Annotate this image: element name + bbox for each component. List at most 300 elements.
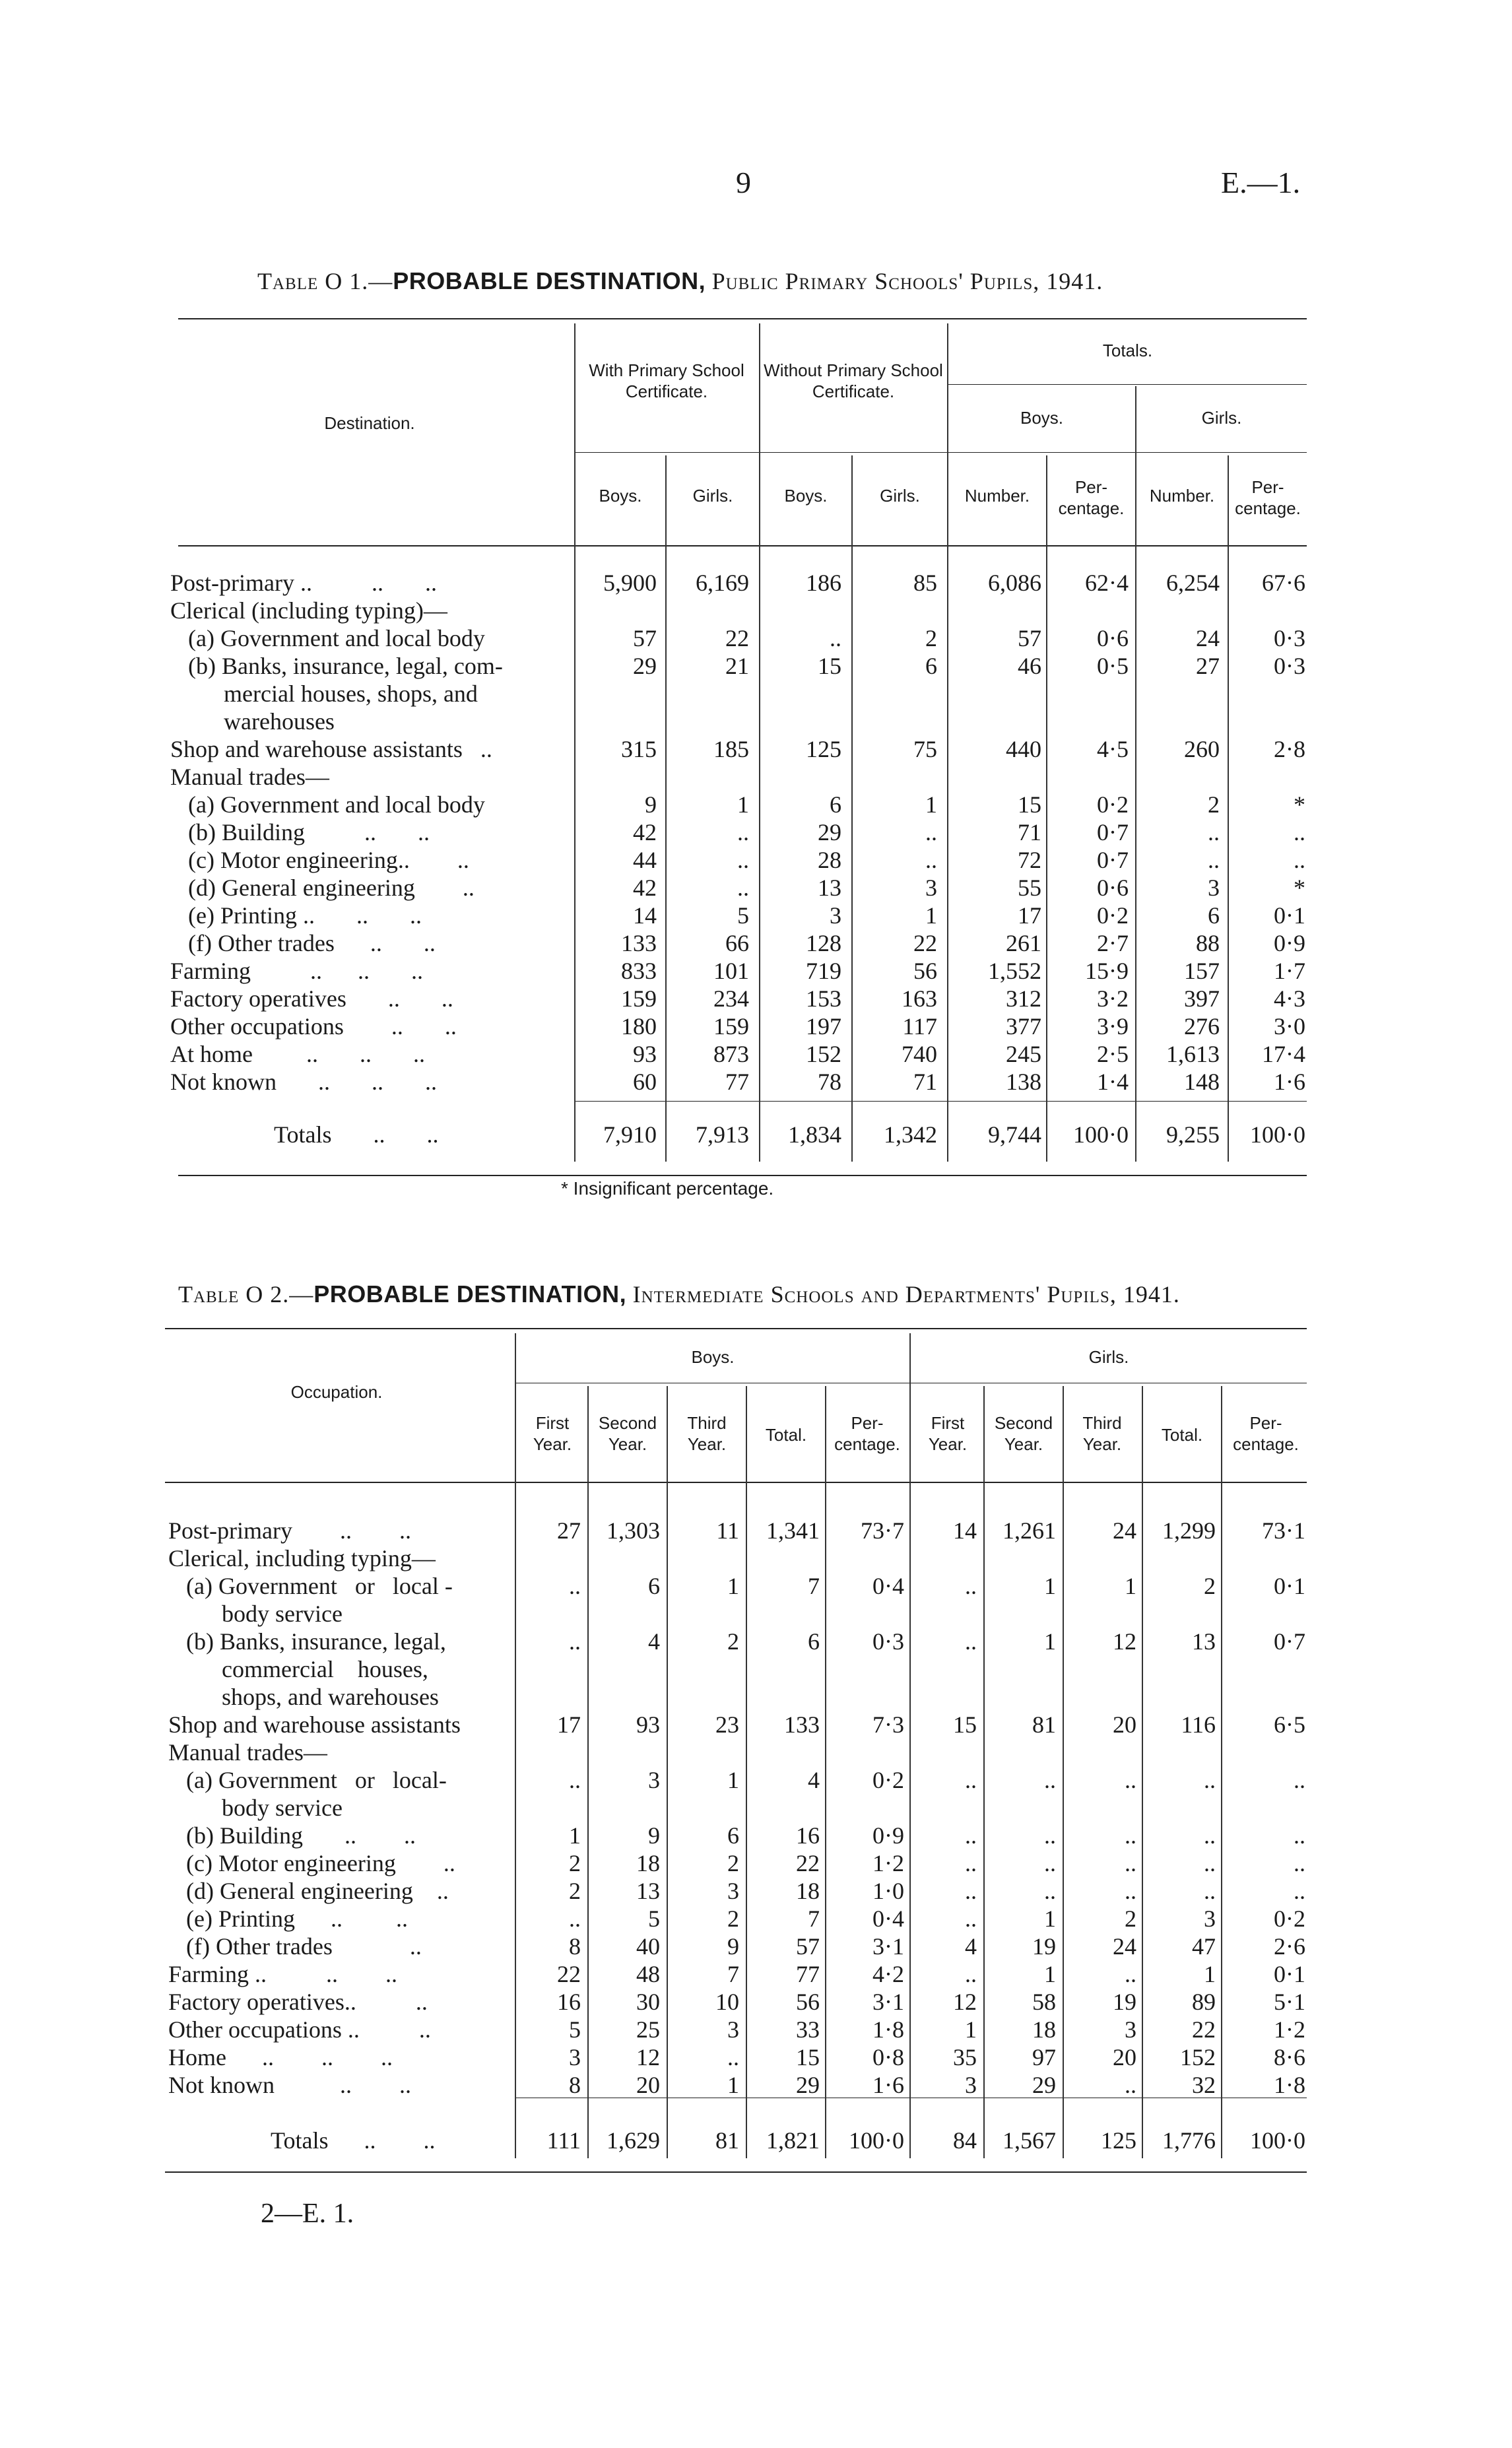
table2-cell: 24 — [1113, 1517, 1136, 1544]
table2-cell: 93 — [636, 1711, 660, 1738]
table1-row-label: (a) Government and local body — [170, 791, 485, 818]
table2-row-label: Factory operatives.. .. — [168, 1989, 428, 2015]
table1-cell: 14 — [633, 902, 657, 929]
table2-row-label: Post-primary .. .. — [168, 1517, 411, 1544]
table1-cell: 159 — [621, 985, 657, 1012]
table2-totals-cell: 81 — [715, 2127, 739, 2154]
table1-cell: 75 — [913, 736, 937, 762]
table1-totals-row-rule — [574, 1101, 1307, 1102]
table2-cell: 1 — [1044, 1573, 1056, 1599]
table2-cell: .. — [1294, 1767, 1305, 1793]
table1-cell: 133 — [621, 930, 657, 956]
table1-totals-cell: 100·0 — [1073, 1121, 1129, 1148]
table2-cell: .. — [1294, 1878, 1305, 1904]
table1-row-label: (b) Building .. .. — [170, 819, 430, 845]
table2-cell: 97 — [1032, 2044, 1056, 2070]
table2-cell: 4 — [648, 1628, 660, 1655]
table1-cell: 55 — [1018, 875, 1041, 901]
table1-cell: 22 — [725, 625, 749, 651]
table1-cell: 740 — [902, 1041, 937, 1067]
table1-cell: 3 — [1208, 875, 1220, 901]
table1-totals-cell: 7,913 — [696, 1121, 749, 1148]
table2-cell: 3 — [727, 2016, 739, 2043]
table2-row-label: commercial houses, — [168, 1656, 428, 1682]
table2-header-boys-third: Third Year. — [687, 1413, 727, 1454]
table2-cell: 9 — [727, 1933, 739, 1960]
table1-cell: 1·7 — [1274, 958, 1305, 984]
table2-cell: 3 — [1125, 2016, 1136, 2043]
table1-cell: 4·3 — [1274, 985, 1305, 1012]
table2-cell: 1 — [727, 2072, 739, 2098]
table2-totals-cell: 84 — [953, 2127, 977, 2154]
table2-row-label: (c) Motor engineering .. — [168, 1850, 455, 1876]
table2-cell: .. — [569, 1767, 581, 1793]
table1-cell: 6,169 — [696, 570, 749, 596]
table1-cell: 186 — [806, 570, 841, 596]
table2-cell: .. — [965, 1822, 977, 1849]
table2-cell: 0·4 — [872, 1905, 904, 1932]
table1-cell: 27 — [1196, 653, 1220, 679]
table2-cell: 8 — [569, 2072, 581, 2098]
table1-cell: 397 — [1184, 985, 1220, 1012]
table1-cell: 6,086 — [988, 570, 1041, 596]
table2-cell: 2 — [1125, 1905, 1136, 1932]
table1-cell: 719 — [806, 958, 841, 984]
table2-cell: 4 — [965, 1933, 977, 1960]
table1-row-label: (b) Banks, insurance, legal, com- — [170, 653, 503, 679]
table2-row-label: (a) Government or local- — [168, 1767, 447, 1793]
table1-cell: 2 — [1208, 791, 1220, 818]
table1-cell: 72 — [1018, 847, 1041, 873]
table2-cell: 6 — [648, 1573, 660, 1599]
table2-cell: 3 — [1204, 1905, 1216, 1932]
table1-cell: 180 — [621, 1013, 657, 1040]
table1-cell: 234 — [713, 985, 749, 1012]
table2-cell: .. — [1044, 1878, 1056, 1904]
table2-cell: .. — [965, 1573, 977, 1599]
table2-cell: 0·1 — [1274, 1961, 1305, 1987]
table1-cell: .. — [737, 819, 749, 845]
table2-cell: 57 — [796, 1933, 820, 1960]
table2-cell: 16 — [796, 1822, 820, 1849]
table2-cell: .. — [1125, 1767, 1136, 1793]
table2-cell: 16 — [557, 1989, 581, 2015]
table2-cell: 7·3 — [872, 1711, 904, 1738]
table1-row-label: (e) Printing .. .. .. — [170, 902, 422, 929]
table2-cell: 15 — [953, 1711, 977, 1738]
table1-cell: 62·4 — [1085, 570, 1129, 596]
table1-cell: 1,552 — [988, 958, 1041, 984]
table1-cell: 88 — [1196, 930, 1220, 956]
table1-header-rule — [178, 545, 1307, 546]
table2-cell: 12 — [1113, 1628, 1136, 1655]
table1-cell: 15 — [818, 653, 841, 679]
table1-cell: 1,613 — [1166, 1041, 1220, 1067]
table1-totals-cell: 9,744 — [988, 1121, 1041, 1148]
table2-cell: 81 — [1032, 1711, 1056, 1738]
table2-cell: 7 — [727, 1961, 739, 1987]
table2-cell: 35 — [953, 2044, 977, 2070]
table2-header-girls-percentage: Per-centage. — [1233, 1413, 1299, 1454]
table2-header-boys-first: First Year. — [533, 1413, 572, 1454]
table2-cell: 7 — [808, 1905, 820, 1932]
table2-cell: 20 — [1113, 2044, 1136, 2070]
table2-totals-cell: 100·0 — [849, 2127, 904, 2154]
table2-cell: 13 — [1192, 1628, 1216, 1655]
table2-cell: 0·4 — [872, 1573, 904, 1599]
table2-cell: 0·2 — [872, 1767, 904, 1793]
table1-cell: .. — [830, 625, 841, 651]
table2-cell: 1·8 — [872, 2016, 904, 2043]
table2-cell: 1 — [1044, 1628, 1056, 1655]
table1-header-totals-boys: Boys. — [1020, 408, 1064, 428]
table1-cell: 3·0 — [1274, 1013, 1305, 1040]
table2-header-boys: Boys. — [691, 1347, 735, 1367]
table1-row-label: Farming .. .. .. — [170, 958, 423, 984]
table2-cell: 3 — [965, 2072, 977, 2098]
table2-header-girls: Girls. — [1088, 1347, 1129, 1367]
table2-cell: 20 — [1113, 1711, 1136, 1738]
table1-cell: .. — [1208, 847, 1220, 873]
table2-row-label: Home .. .. .. — [168, 2044, 393, 2070]
table1-cell: 1·6 — [1274, 1069, 1305, 1095]
table2-cell: 0·7 — [1274, 1628, 1305, 1655]
table2-cell: 4 — [808, 1767, 820, 1793]
table2-cell: 20 — [636, 2072, 660, 2098]
table1-cell: 2 — [925, 625, 937, 651]
table2-cell: 5 — [648, 1905, 660, 1932]
table2-cell: .. — [1125, 1822, 1136, 1849]
table2-cell: 27 — [557, 1517, 581, 1544]
table2-row-label: (b) Banks, insurance, legal, — [168, 1628, 446, 1655]
table1-cell: * — [1294, 875, 1305, 901]
table1-cell: 0·6 — [1097, 875, 1129, 901]
table2-cell: .. — [965, 1905, 977, 1932]
table2-cell: .. — [1044, 1850, 1056, 1876]
table1-cell: .. — [925, 819, 937, 845]
table1-cell: 57 — [633, 625, 657, 651]
table1-row-label: Not known .. .. .. — [170, 1069, 437, 1095]
table1-row-label: (d) General engineering .. — [170, 875, 475, 901]
table1-cell: 152 — [806, 1041, 841, 1067]
table1-header-without-cert: Without Primary School Certificate. — [764, 360, 943, 401]
table1-header-girls-number: Number. — [1149, 486, 1215, 506]
table1-row-label: Clerical (including typing)— — [170, 597, 447, 624]
table2-cell: .. — [569, 1905, 581, 1932]
table1-cell: .. — [1294, 819, 1305, 845]
table1-cell: 56 — [913, 958, 937, 984]
table1-cell: 312 — [1006, 985, 1041, 1012]
table1-cell: .. — [925, 847, 937, 873]
table1-row-label: Manual trades— — [170, 764, 329, 790]
table2-cell: 19 — [1032, 1933, 1056, 1960]
table1-cell: 3·9 — [1097, 1013, 1129, 1040]
table2-header-girls-third: Third Year. — [1082, 1413, 1122, 1454]
table2-cell: 5·1 — [1274, 1989, 1305, 2015]
table1-header-without-boys: Boys. — [784, 486, 828, 506]
table2-cell: 22 — [557, 1961, 581, 1987]
table2-cell: 89 — [1192, 1989, 1216, 2015]
table2-row-label: (a) Government or local - — [168, 1573, 453, 1599]
table2-cell: 2 — [727, 1905, 739, 1932]
table2-cell: 23 — [715, 1711, 739, 1738]
table1-cell: 9 — [645, 791, 657, 818]
table2-cell: .. — [965, 1850, 977, 1876]
table2-cell: 8·6 — [1274, 2044, 1305, 2070]
table2-row-label: body service — [168, 1601, 343, 1627]
table2-row-label: (f) Other trades .. — [168, 1933, 422, 1960]
table2-cell: 12 — [953, 1989, 977, 2015]
table1-footnote: * Insignificant percentage. — [561, 1178, 774, 1199]
table2-cell: 47 — [1192, 1933, 1216, 1960]
table1-cell: .. — [1208, 819, 1220, 845]
table1-cell: 0·3 — [1274, 653, 1305, 679]
table1-cell: 71 — [913, 1069, 937, 1095]
table2-cell: .. — [1125, 2072, 1136, 2098]
table2-cell: .. — [1294, 1850, 1305, 1876]
table1-header-totals-girls: Girls. — [1201, 408, 1242, 428]
table1-cell: 6 — [925, 653, 937, 679]
table2-row-label: Shop and warehouse assistants — [168, 1711, 461, 1738]
page-number: 9 — [736, 166, 751, 199]
table1-cell: 138 — [1006, 1069, 1041, 1095]
table2-totals-cell: 1,821 — [766, 2127, 820, 2154]
table2-totals-cell: 100·0 — [1250, 2127, 1305, 2154]
table1-cell: 5,900 — [603, 570, 657, 596]
table2-header-girls-second: Second Year. — [994, 1413, 1053, 1454]
table2-cell: .. — [1204, 1822, 1216, 1849]
table2-cell: 40 — [636, 1933, 660, 1960]
table2-row-label: shops, and warehouses — [168, 1684, 439, 1710]
table1-cell: 46 — [1018, 653, 1041, 679]
table1-cell: 29 — [633, 653, 657, 679]
table2-cell: 12 — [636, 2044, 660, 2070]
table2-cell: 11 — [716, 1517, 739, 1544]
table1-cell: 3 — [925, 875, 937, 901]
table2-cell: .. — [1204, 1878, 1216, 1904]
table1-cell: 24 — [1196, 625, 1220, 651]
table2-cell: 1·6 — [872, 2072, 904, 2098]
table1-row-label: Shop and warehouse assistants .. — [170, 736, 492, 762]
table2-cell: .. — [965, 1767, 977, 1793]
table2-cell: .. — [965, 1878, 977, 1904]
table1-header-boys-percentage: Per-centage. — [1058, 477, 1125, 518]
table2-cell: 58 — [1032, 1989, 1056, 2015]
table2-cell: 1,299 — [1162, 1517, 1216, 1544]
table2-cell: 1 — [1204, 1961, 1216, 1987]
table2-cell: 73·1 — [1262, 1517, 1305, 1544]
table1-cell: 833 — [621, 958, 657, 984]
page-footer: 2—E. 1. — [261, 2199, 354, 2229]
table2-cell: 1·0 — [872, 1878, 904, 1904]
table1-cell: 0·3 — [1274, 625, 1305, 651]
table2-cell: 152 — [1180, 2044, 1216, 2070]
table2-row-label: (e) Printing .. .. — [168, 1905, 408, 1932]
table2-cell: 18 — [796, 1878, 820, 1904]
table1-cell: 261 — [1006, 930, 1041, 956]
table1-cell: 1 — [737, 791, 749, 818]
table2-cell: .. — [569, 1628, 581, 1655]
table2-cell: 25 — [636, 2016, 660, 2043]
table2-cell: 2 — [727, 1628, 739, 1655]
table1-row-label: warehouses — [170, 708, 335, 735]
table1-bottom-rule — [178, 1175, 1307, 1176]
table2-row-label: (b) Building .. .. — [168, 1822, 416, 1849]
table2-cell: 0·1 — [1274, 1573, 1305, 1599]
table2-cell: 3 — [569, 2044, 581, 2070]
table2-cell: 1 — [727, 1573, 739, 1599]
table2-cell: 3·1 — [872, 1989, 904, 2015]
table2-row-label: Clerical, including typing— — [168, 1545, 436, 1571]
table2-cell: 48 — [636, 1961, 660, 1987]
table1-cell: 2·8 — [1274, 736, 1305, 762]
table2-cell: 29 — [796, 2072, 820, 2098]
table2-row-label: Not known .. .. — [168, 2072, 411, 2098]
table2-header-girls-first: First Year. — [928, 1413, 968, 1454]
table2-cell: 2 — [1204, 1573, 1216, 1599]
table2-cell: 1,261 — [1003, 1517, 1056, 1544]
table2-totals-cell: 1,629 — [607, 2127, 660, 2154]
table2-cell: 18 — [636, 1850, 660, 1876]
table2-cell: 22 — [1192, 2016, 1216, 2043]
table2-cell: 56 — [796, 1989, 820, 2015]
table2-cell: 0·3 — [872, 1628, 904, 1655]
table1-cell: 21 — [725, 653, 749, 679]
table1-cell: 1·4 — [1097, 1069, 1129, 1095]
table1-cell: 93 — [633, 1041, 657, 1067]
table1-cell: 440 — [1006, 736, 1041, 762]
table2-cell: .. — [1044, 1767, 1056, 1793]
table2-totals-cell: 111 — [546, 2127, 581, 2154]
table2-cell: 2 — [569, 1850, 581, 1876]
table2-cell: 1 — [1125, 1573, 1136, 1599]
table1-row-label: Other occupations .. .. — [170, 1013, 457, 1040]
table1-cell: 5 — [737, 902, 749, 929]
table1-cell: 0·2 — [1097, 902, 1129, 929]
table1-cell: 6 — [830, 791, 841, 818]
table1-totals-cell: 1,342 — [884, 1121, 937, 1148]
table1-cell: 101 — [713, 958, 749, 984]
table1-row-label: (f) Other trades .. .. — [170, 930, 436, 956]
table2-cell: .. — [569, 1573, 581, 1599]
table1-cell: 157 — [1184, 958, 1220, 984]
table1-cell: * — [1294, 791, 1305, 818]
table1-cell: 2·7 — [1097, 930, 1129, 956]
table2-cell: 6 — [808, 1628, 820, 1655]
table2-cell: 1·2 — [1274, 2016, 1305, 2043]
table1-subhead-rule — [574, 452, 1307, 453]
table2-cell: 10 — [715, 1989, 739, 2015]
table2-cell: 3 — [727, 1878, 739, 1904]
table1-cell: 17 — [1018, 902, 1041, 929]
table2-cell: .. — [1294, 1822, 1305, 1849]
table1-cell: 153 — [806, 985, 841, 1012]
table1-cell: 3 — [830, 902, 841, 929]
table1-cell: 60 — [633, 1069, 657, 1095]
table1-header-without-girls: Girls. — [880, 486, 920, 506]
table2-cell: 1 — [965, 2016, 977, 2043]
table1-cell: 44 — [633, 847, 657, 873]
table2-cell: 14 — [953, 1517, 977, 1544]
table1-cell: 3·2 — [1097, 985, 1129, 1012]
table1-row-label: (a) Government and local body — [170, 625, 485, 651]
table1-caption: Table O 1.—PROBABLE DESTINATION, Public Primary Schools' Pupils, 1941. — [257, 267, 1103, 294]
table2-cell: 1,341 — [766, 1517, 820, 1544]
table2-cell: 1 — [1044, 1905, 1056, 1932]
table1-cell: 245 — [1006, 1041, 1041, 1067]
table1-cell: 0·2 — [1097, 791, 1129, 818]
table2-cell: .. — [1125, 1961, 1136, 1987]
table2-cell: 73·7 — [861, 1517, 904, 1544]
table1-cell: 125 — [806, 736, 841, 762]
table1-header-with-boys: Boys. — [599, 486, 642, 506]
table2-cell: .. — [1044, 1822, 1056, 1849]
table2-cell: 4·2 — [872, 1961, 904, 1987]
table1-cell: 148 — [1184, 1069, 1220, 1095]
table2-cell: 17 — [557, 1711, 581, 1738]
table2-header-girls-total: Total. — [1161, 1425, 1203, 1445]
table2-cell: .. — [1204, 1850, 1216, 1876]
table2-totals-cell: 1,567 — [1003, 2127, 1056, 2154]
table2-cell: 0·8 — [872, 2044, 904, 2070]
table2-cell: 29 — [1032, 2072, 1056, 2098]
table1-cell: 377 — [1006, 1013, 1041, 1040]
table2-cell: 1 — [569, 1822, 581, 1849]
table1-cell: .. — [737, 847, 749, 873]
table1-cell: 13 — [818, 875, 841, 901]
table1-cell: .. — [1294, 847, 1305, 873]
table1-cell: 276 — [1184, 1013, 1220, 1040]
table1-cell: 66 — [725, 930, 749, 956]
table2-cell: 15 — [796, 2044, 820, 2070]
table1-totals-cell: 1,834 — [788, 1121, 841, 1148]
table1-cell: 77 — [725, 1069, 749, 1095]
table1-cell: 2·5 — [1097, 1041, 1129, 1067]
table2-header-boys-second: Second Year. — [598, 1413, 657, 1454]
table1-cell: 163 — [902, 985, 937, 1012]
table2-cell: 2 — [569, 1878, 581, 1904]
table2-cell: 116 — [1181, 1711, 1216, 1738]
table1-cell: 0·5 — [1097, 653, 1129, 679]
table2-cell: 24 — [1113, 1933, 1136, 1960]
table1-cell: 28 — [818, 847, 841, 873]
table1-cell: 15·9 — [1085, 958, 1129, 984]
table2-totals-cell: 1,776 — [1162, 2127, 1216, 2154]
table1-cell: 0·6 — [1097, 625, 1129, 651]
table1-cell: 0·1 — [1274, 902, 1305, 929]
table1-cell: 197 — [806, 1013, 841, 1040]
table1-cell: 0·9 — [1274, 930, 1305, 956]
table1-header-girls-percentage: Per-centage. — [1235, 477, 1301, 518]
table2-cell: .. — [727, 2044, 739, 2070]
table2-header-boys-total: Total. — [765, 1425, 807, 1445]
table2-cell: 19 — [1113, 1989, 1136, 2015]
table2-bottom-rule — [165, 2171, 1307, 2173]
table1-row-label: mercial houses, shops, and — [170, 680, 478, 707]
table2-cell: 30 — [636, 1989, 660, 2015]
table2-cell: .. — [1125, 1878, 1136, 1904]
table2-cell: 18 — [1032, 2016, 1056, 2043]
table2-cell: 2·6 — [1274, 1933, 1305, 1960]
table1-row-label: At home .. .. .. — [170, 1041, 425, 1067]
table1-cell: 17·4 — [1262, 1041, 1305, 1067]
table2-cell: 1·2 — [872, 1850, 904, 1876]
table2-cell: 22 — [796, 1850, 820, 1876]
table1-header-totals: Totals. — [1102, 341, 1153, 360]
table1-cell: 128 — [806, 930, 841, 956]
table2-cell: 8 — [569, 1933, 581, 1960]
table1-header-with-girls: Girls. — [692, 486, 733, 506]
